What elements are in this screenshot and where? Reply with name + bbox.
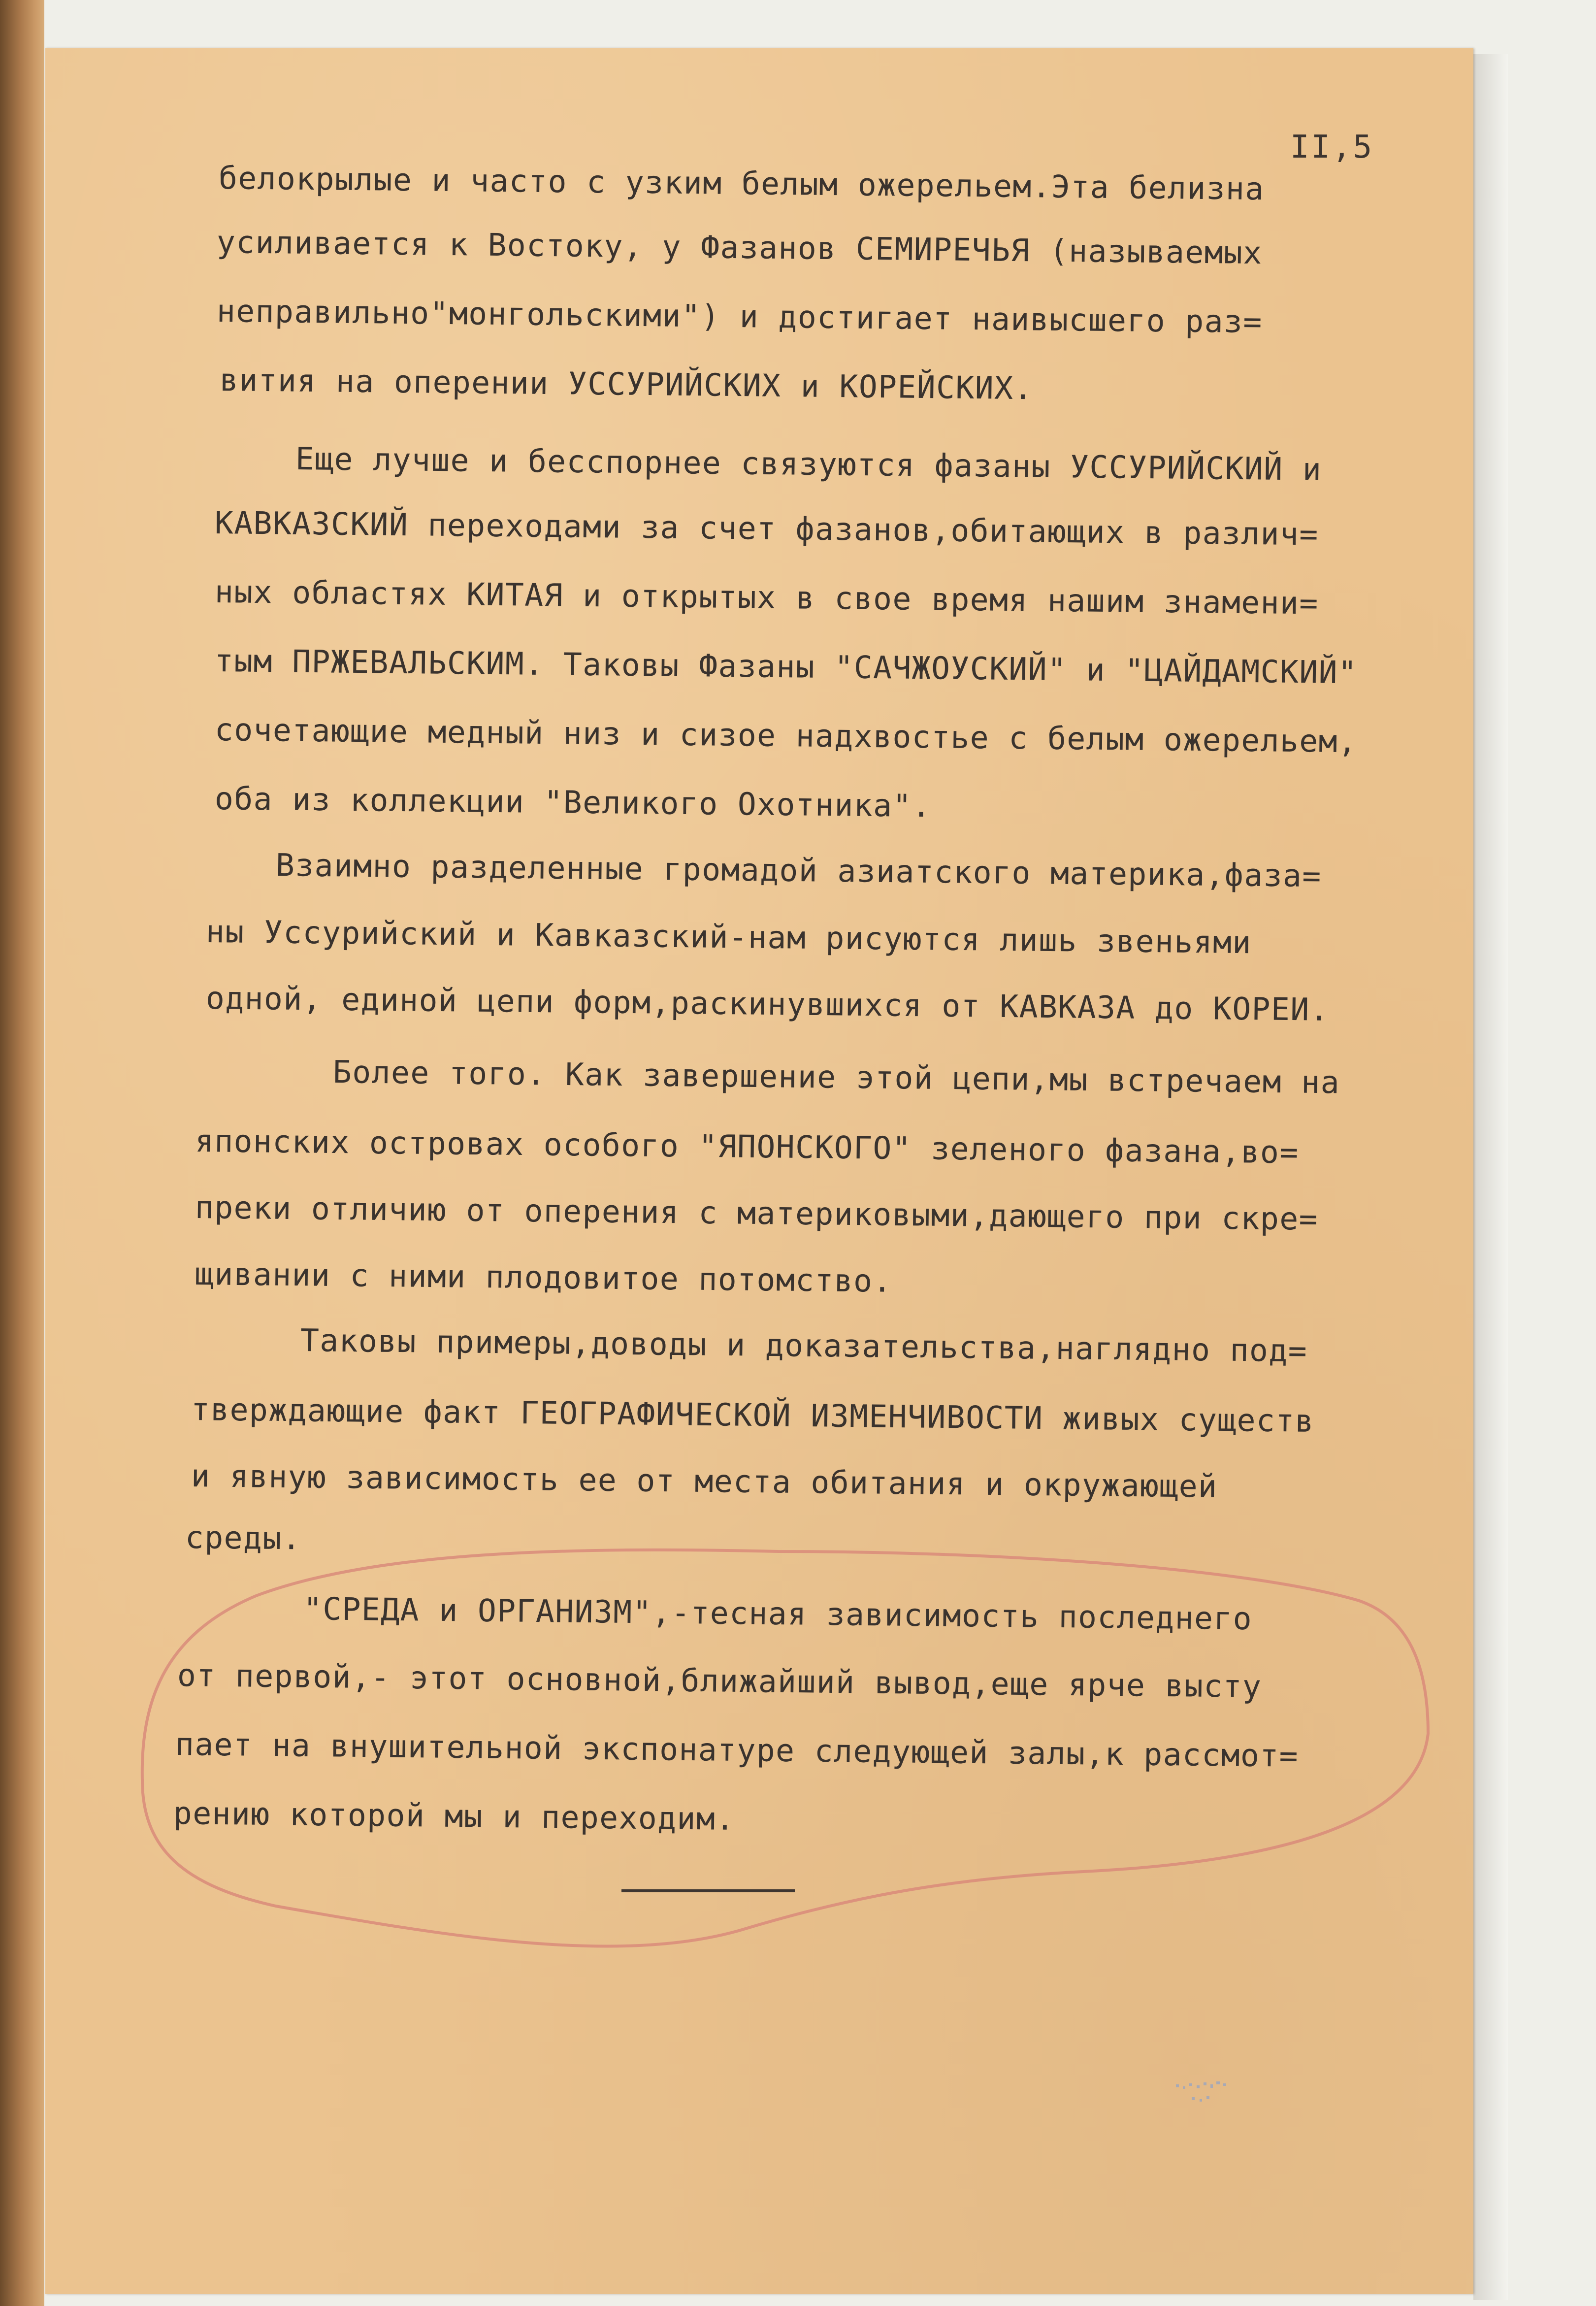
text-line: неправильно"монгольскими") и достигает наивысшего раз= [216,293,1263,340]
text-line: вития на оперении УССУРИЙСКИХ и КОРЕЙСКИХ. [219,362,1034,407]
text-line: КАВКАЗСКИЙ переходами за счет фазанов,обитающих в различ= [214,505,1319,553]
text-line: Взаимно разделенные громадой азиатского материка,фаза= [275,847,1322,894]
page-number: II,5 [1290,129,1374,165]
binding-edge [0,0,44,2306]
text-line: Более того. Как завершение этой цепи,мы встречаем на [332,1054,1340,1101]
text-line: ных областях КИТАЯ и открытых в свое время нашим знамени= [214,574,1319,622]
faint-stamp-mark [1172,2079,1236,2114]
text-line: ны Уссурийский и Кавказский-нам рисуются лишь звеньями [205,914,1252,961]
text-line: сочетающие медный низ и сизое надхвостье с белым ожерельем, [214,712,1358,760]
text-line: "СРЕДА и ОРГАНИЗМ",-тесная зависимость последнего [303,1591,1253,1637]
text-line: Еще лучше и бесспорнее связуются фазаны УССУРИЙСКИЙ и [295,441,1322,488]
sheet-edge-shadow [1473,54,1508,2300]
text-line: тверждающие факт ГЕОГРАФИЧЕСКОЙ ИЗМЕНЧИВОСТИ живых существ [191,1391,1315,1439]
text-line: оба из коллекции "Великого Охотника". [214,781,932,824]
text-line: рению которой мы и переходим. [173,1795,735,1837]
text-line: пает на внушительной экспонатуре следующей залы,к рассмот= [175,1726,1299,1774]
text-line: преки отличию от оперения с материковыми,дающего при скре= [195,1189,1319,1237]
text-line: среды. [185,1519,302,1557]
text-line: тым ПРЖЕВАЛЬСКИМ. Таковы Фазаны "САЧЖОУСКИЙ" и "ЦАЙДАМСКИЙ" [214,643,1358,691]
text-line: и явную зависимость ее от места обитания и окружающей [191,1458,1218,1505]
text-line: щивании с ними плодовитое потомство. [195,1256,893,1299]
text-line: от первой,- этот основной,ближайший вывод,еще ярче высту [177,1657,1262,1705]
text-line: усиливается к Востоку, у Фазанов СЕМИРЕЧЬЯ (называемых [216,224,1263,271]
text-line: одной, единой цепи форм,раскинувшихся от КАВКАЗА до КОРЕИ. [205,980,1330,1028]
text-line: белокрылые и часто с узким белым ожерельем.Эта белизна [218,160,1265,207]
text-line: японских островах особого "ЯПОНСКОГО" зеленого фазана,во= [195,1123,1300,1171]
text-line: Таковы примеры,доводы и доказательства,наглядно под= [300,1322,1308,1369]
end-rule [621,1889,795,1892]
